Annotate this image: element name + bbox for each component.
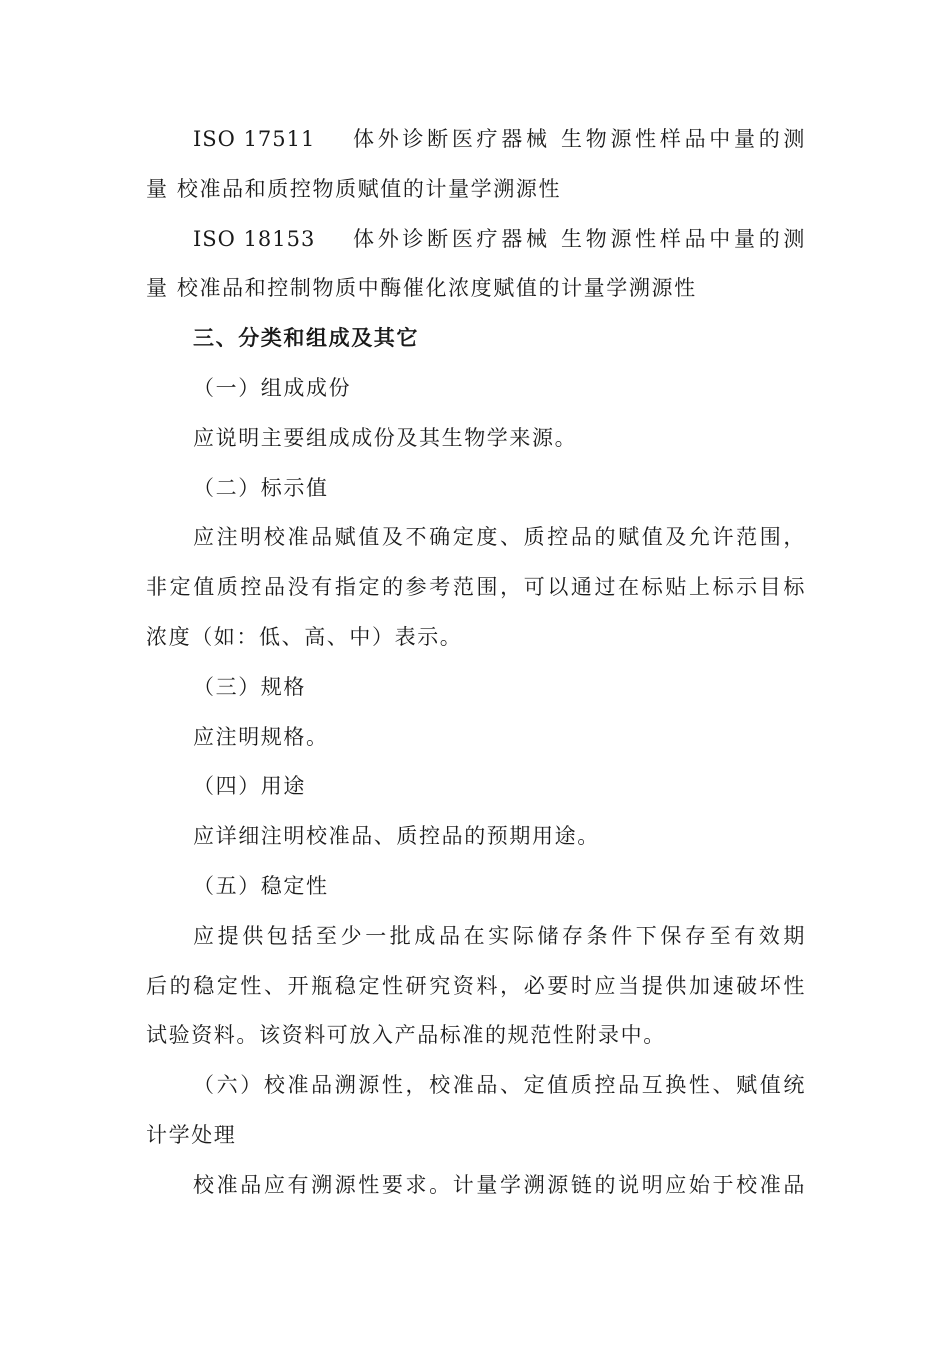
- paragraph-stability-line2: 后的稳定性、开瓶稳定性研究资料，必要时应当提供加速破坏性: [146, 973, 806, 998]
- subsection-title-labeled-value: （二）标示值: [193, 475, 329, 500]
- paragraph-stability-line3: 试验资料。该资料可放入产品标准的规范性附录中。: [146, 1023, 666, 1048]
- standard-title-continued: 量 校准品和质控物质赋值的计量学溯源性: [146, 176, 562, 201]
- standard-iso-17511: [146, 115, 806, 165]
- subsection-title-composition: （一）组成成份: [193, 375, 352, 400]
- subsection-title-specification: （三）规格: [193, 674, 306, 699]
- standard-code: ISO 18153: [193, 226, 316, 251]
- standard-title: 体外诊断医疗器械 生物源性样品中量的测: [353, 127, 806, 151]
- standard-title: 体外诊断医疗器械 生物源性样品中量的测: [353, 226, 806, 251]
- paragraph-usage: 应详细注明校准品、质控品的预期用途。: [193, 824, 600, 849]
- subsection-title-usage: （四）用途: [193, 774, 306, 799]
- document-page: [146, 115, 806, 1211]
- paragraph-labeled-value-line2: 非定值质控品没有指定的参考范围，可以通过在标贴上标示目标: [146, 575, 806, 600]
- paragraph-labeled-value-line1: 应注明校准品赋值及不确定度、质控品的赋值及允许范围，: [193, 525, 806, 550]
- subsection-title-stability: （五）稳定性: [193, 873, 329, 898]
- standard-iso-18153: [146, 215, 806, 265]
- paragraph-labeled-value-line3: 浓度（如：低、高、中）表示。: [146, 624, 463, 649]
- paragraph-composition: 应说明主要组成成份及其生物学来源。: [193, 425, 578, 450]
- paragraph-stability-line1: 应提供包括至少一批成品在实际储存条件下保存至有效期: [193, 923, 806, 948]
- paragraph-traceability-line1: 校准品应有溯源性要求。计量学溯源链的说明应始于校准品: [193, 1172, 806, 1197]
- subsection-title-traceability-continued: 计学处理: [146, 1122, 237, 1147]
- paragraph-specification: 应注明规格。: [193, 724, 329, 749]
- subsection-title-traceability: （六）校准品溯源性，校准品、定值质控品互换性、赋值统: [193, 1073, 806, 1098]
- standard-title-continued: 量 校准品和控制物质中酶催化浓度赋值的计量学溯源性: [146, 276, 697, 301]
- standard-code: ISO 17511: [193, 127, 316, 151]
- section-heading: 三、分类和组成及其它: [193, 326, 419, 351]
